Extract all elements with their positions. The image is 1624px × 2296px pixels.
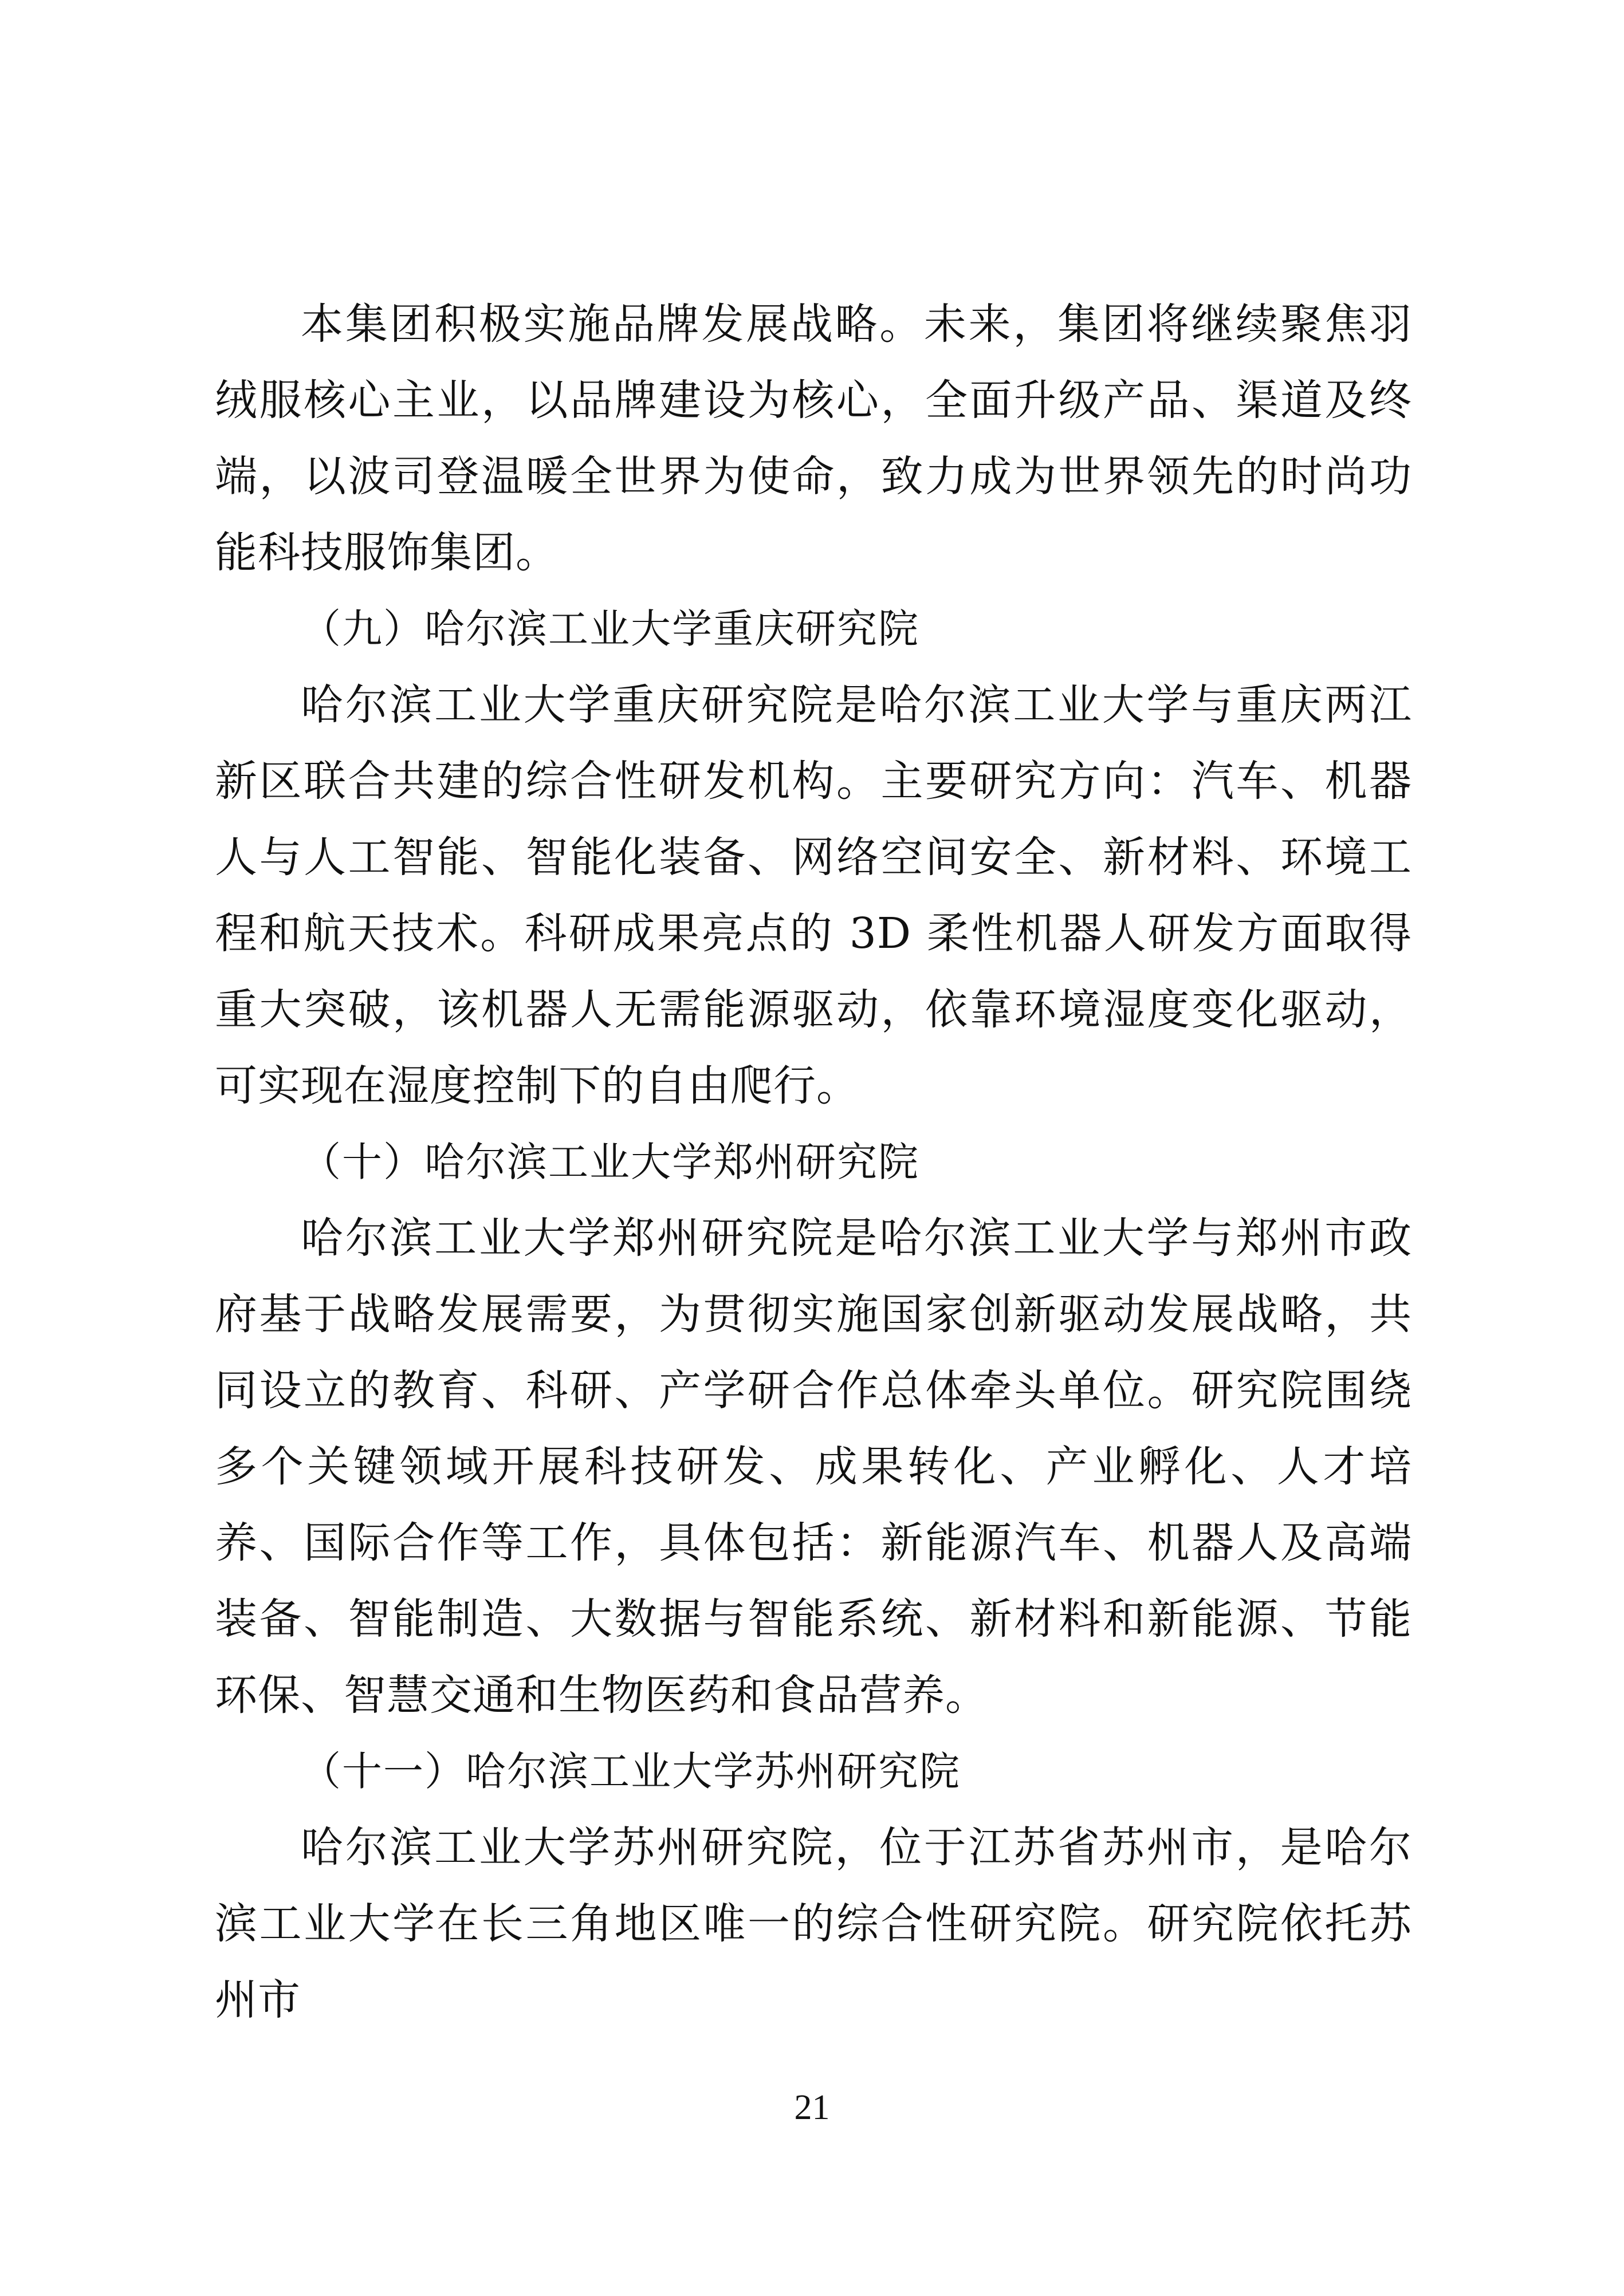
paragraph-zhengzhou-institute: 哈尔滨工业大学郑州研究院是哈尔滨工业大学与郑州市政府基于战略发展需要，为贯彻实施国家创新驱动发展战略，共同设立的教育、科研、产学研合作总体牵头单位。研究院围绕多个关键领域开展科技研发、成果转化、产业孵化、人才培养、国际合作等工作，具体包括：新能源汽车、机器人及高端装备、智能制造、大数据与智能系统、新材料和新能源、节能环保、智慧交通和生物医药和食品营养。 — [215, 1214, 1412, 1720]
paragraph-suzhou-institute: 哈尔滨工业大学苏州研究院，位于江苏省苏州市，是哈尔滨工业大学在长三角地区唯一的综合性研究院。研究院依托苏州市 — [215, 1823, 1412, 2025]
heading-chongqing-institute: （九）哈尔滨工业大学重庆研究院 — [301, 605, 919, 652]
paragraph-chongqing-institute: 哈尔滨工业大学重庆研究院是哈尔滨工业大学与重庆两江新区联合共建的综合性研发机构。主要研究方向：汽车、机器人与人工智能、智能化装备、网络空间安全、新材料、环境工程和航天技术。科研成果亮点的 3D 柔性机器人研发方面取得重大突破，该机器人无需能源驱动，依靠环境湿度变化驱动，可实现在湿度控制下的自由爬行。 — [215, 680, 1412, 1110]
page-number: 21 — [794, 2088, 830, 2127]
heading-zhengzhou-institute: （十）哈尔滨工业大学郑州研究院 — [301, 1139, 919, 1186]
paragraph-bosideng-brand: 本集团积极实施品牌发展战略。未来，集团将继续聚焦羽绒服核心主业，以品牌建设为核心，全面升级产品、渠道及终端，以波司登温暖全世界为使命，致力成为世界领先的时尚功能科技服饰集团。 — [215, 300, 1412, 577]
heading-suzhou-institute: （十一）哈尔滨工业大学苏州研究院 — [301, 1748, 961, 1795]
document-body — [215, 286, 1412, 2038]
